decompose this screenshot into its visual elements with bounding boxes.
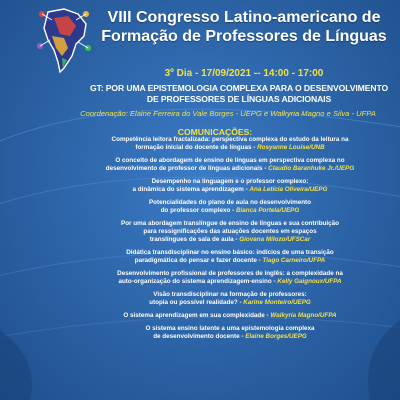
coordination: Coordenação: Elaine Ferreira do Vale Borges - UEPG e Walkyria Magno e Silva - UFPA bbox=[80, 109, 376, 118]
communication-item bbox=[80, 136, 380, 152]
communication-line: O sistema aprendizagem em sua complexidade - bbox=[123, 312, 271, 319]
communications-list bbox=[80, 136, 380, 346]
communication-line: formação inicial do docente de línguas - bbox=[135, 144, 258, 151]
communication-line: translíngues de sala de aula - bbox=[149, 236, 240, 243]
gt-line-2: DE PROFESSORES DE LÍNGUAS ADICIONAIS bbox=[146, 94, 332, 104]
communication-line: O conceito de abordagem de ensino de línguas em perspectiva complexa no bbox=[115, 157, 345, 164]
communication-line: Didática transdisciplinar no ensino básico: indícios de uma transição bbox=[126, 249, 334, 256]
communication-line: Competência leitora fractalizada: perspectiva complexa do estudo da leitura na bbox=[111, 136, 349, 143]
communication-line: Visão transdisciplinar na formação de professores: bbox=[153, 291, 307, 298]
communications-heading: COMUNICAÇÕES: bbox=[177, 127, 253, 137]
communication-item bbox=[80, 157, 380, 173]
session-date: 3º Dia - 17/09/2021 -- 14:00 - 17:00 bbox=[164, 68, 324, 79]
communication-item bbox=[80, 199, 380, 215]
communication-author: Ana Letícia Oliveira/UEPG bbox=[249, 186, 328, 193]
communication-item bbox=[80, 270, 380, 286]
communication-line: de desenvolvimento docente - bbox=[153, 333, 246, 340]
communication-author: Walkyria Magno/UFPA bbox=[270, 312, 337, 319]
south-america-map-logo bbox=[34, 6, 94, 74]
communication-line: Potencialidades do plano de aula no desenvolvimento bbox=[148, 199, 311, 206]
communication-line: O sistema ensino latente a uma epistemologia complexa bbox=[145, 325, 315, 332]
communication-line: Por uma abordagem translíngue de ensino de línguas e sua contribuição bbox=[121, 220, 339, 227]
title-line-1: VIII Congresso Latino-americano de bbox=[107, 9, 381, 26]
communication-line: desenvolvimento de professor de línguas adicionais - bbox=[105, 165, 269, 172]
communication-item bbox=[80, 249, 380, 265]
communication-line: Desenvolvimento profissional de professores de inglês: a complexidade na bbox=[117, 270, 343, 277]
communication-item bbox=[80, 291, 380, 307]
communication-line: paradigmática do pensar e fazer docente - bbox=[134, 257, 263, 264]
working-group-title bbox=[80, 83, 398, 105]
communication-author: Bianca Portela/UEPG bbox=[235, 207, 300, 214]
communication-item bbox=[80, 220, 380, 244]
communication-line: Desempenho na linguagem e o professor complexo: bbox=[151, 178, 309, 185]
communication-line: utopia ou possível realidade? - bbox=[149, 299, 244, 306]
communication-item bbox=[80, 178, 380, 194]
communication-line: a dinâmica do sistema aprendizagem - bbox=[132, 186, 250, 193]
title-line-2: Formação de Professores de Línguas bbox=[101, 28, 387, 45]
event-title bbox=[96, 8, 392, 46]
gt-line-1: GT: POR UMA EPISTEMOLOGIA COMPLEXA PARA O DESENVOLVIMENTO bbox=[89, 83, 389, 93]
communication-author: Elaine Borges/UEPG bbox=[245, 333, 307, 340]
communication-item bbox=[80, 312, 380, 320]
communication-author: Tiago Carneiro/UFPA bbox=[262, 257, 326, 264]
communication-author: Giovana Milozo/UFSCar bbox=[239, 236, 311, 243]
communication-author: Rosyanne Louise/UNB bbox=[257, 144, 325, 151]
communication-author: Claudio Baranhuke Jr./UEPG bbox=[268, 165, 355, 172]
communication-author: Kelly Gaignoux/UFPA bbox=[277, 278, 342, 285]
communication-line: auto-organização do sistema aprendizagem-ensino - bbox=[118, 278, 278, 285]
communication-line: do professor complexo - bbox=[160, 207, 236, 214]
communication-item bbox=[80, 325, 380, 341]
communication-line: para ressignificações das atuações docentes em espaços bbox=[143, 228, 317, 235]
communication-author: Karine Monteiro/UEPG bbox=[243, 299, 311, 306]
